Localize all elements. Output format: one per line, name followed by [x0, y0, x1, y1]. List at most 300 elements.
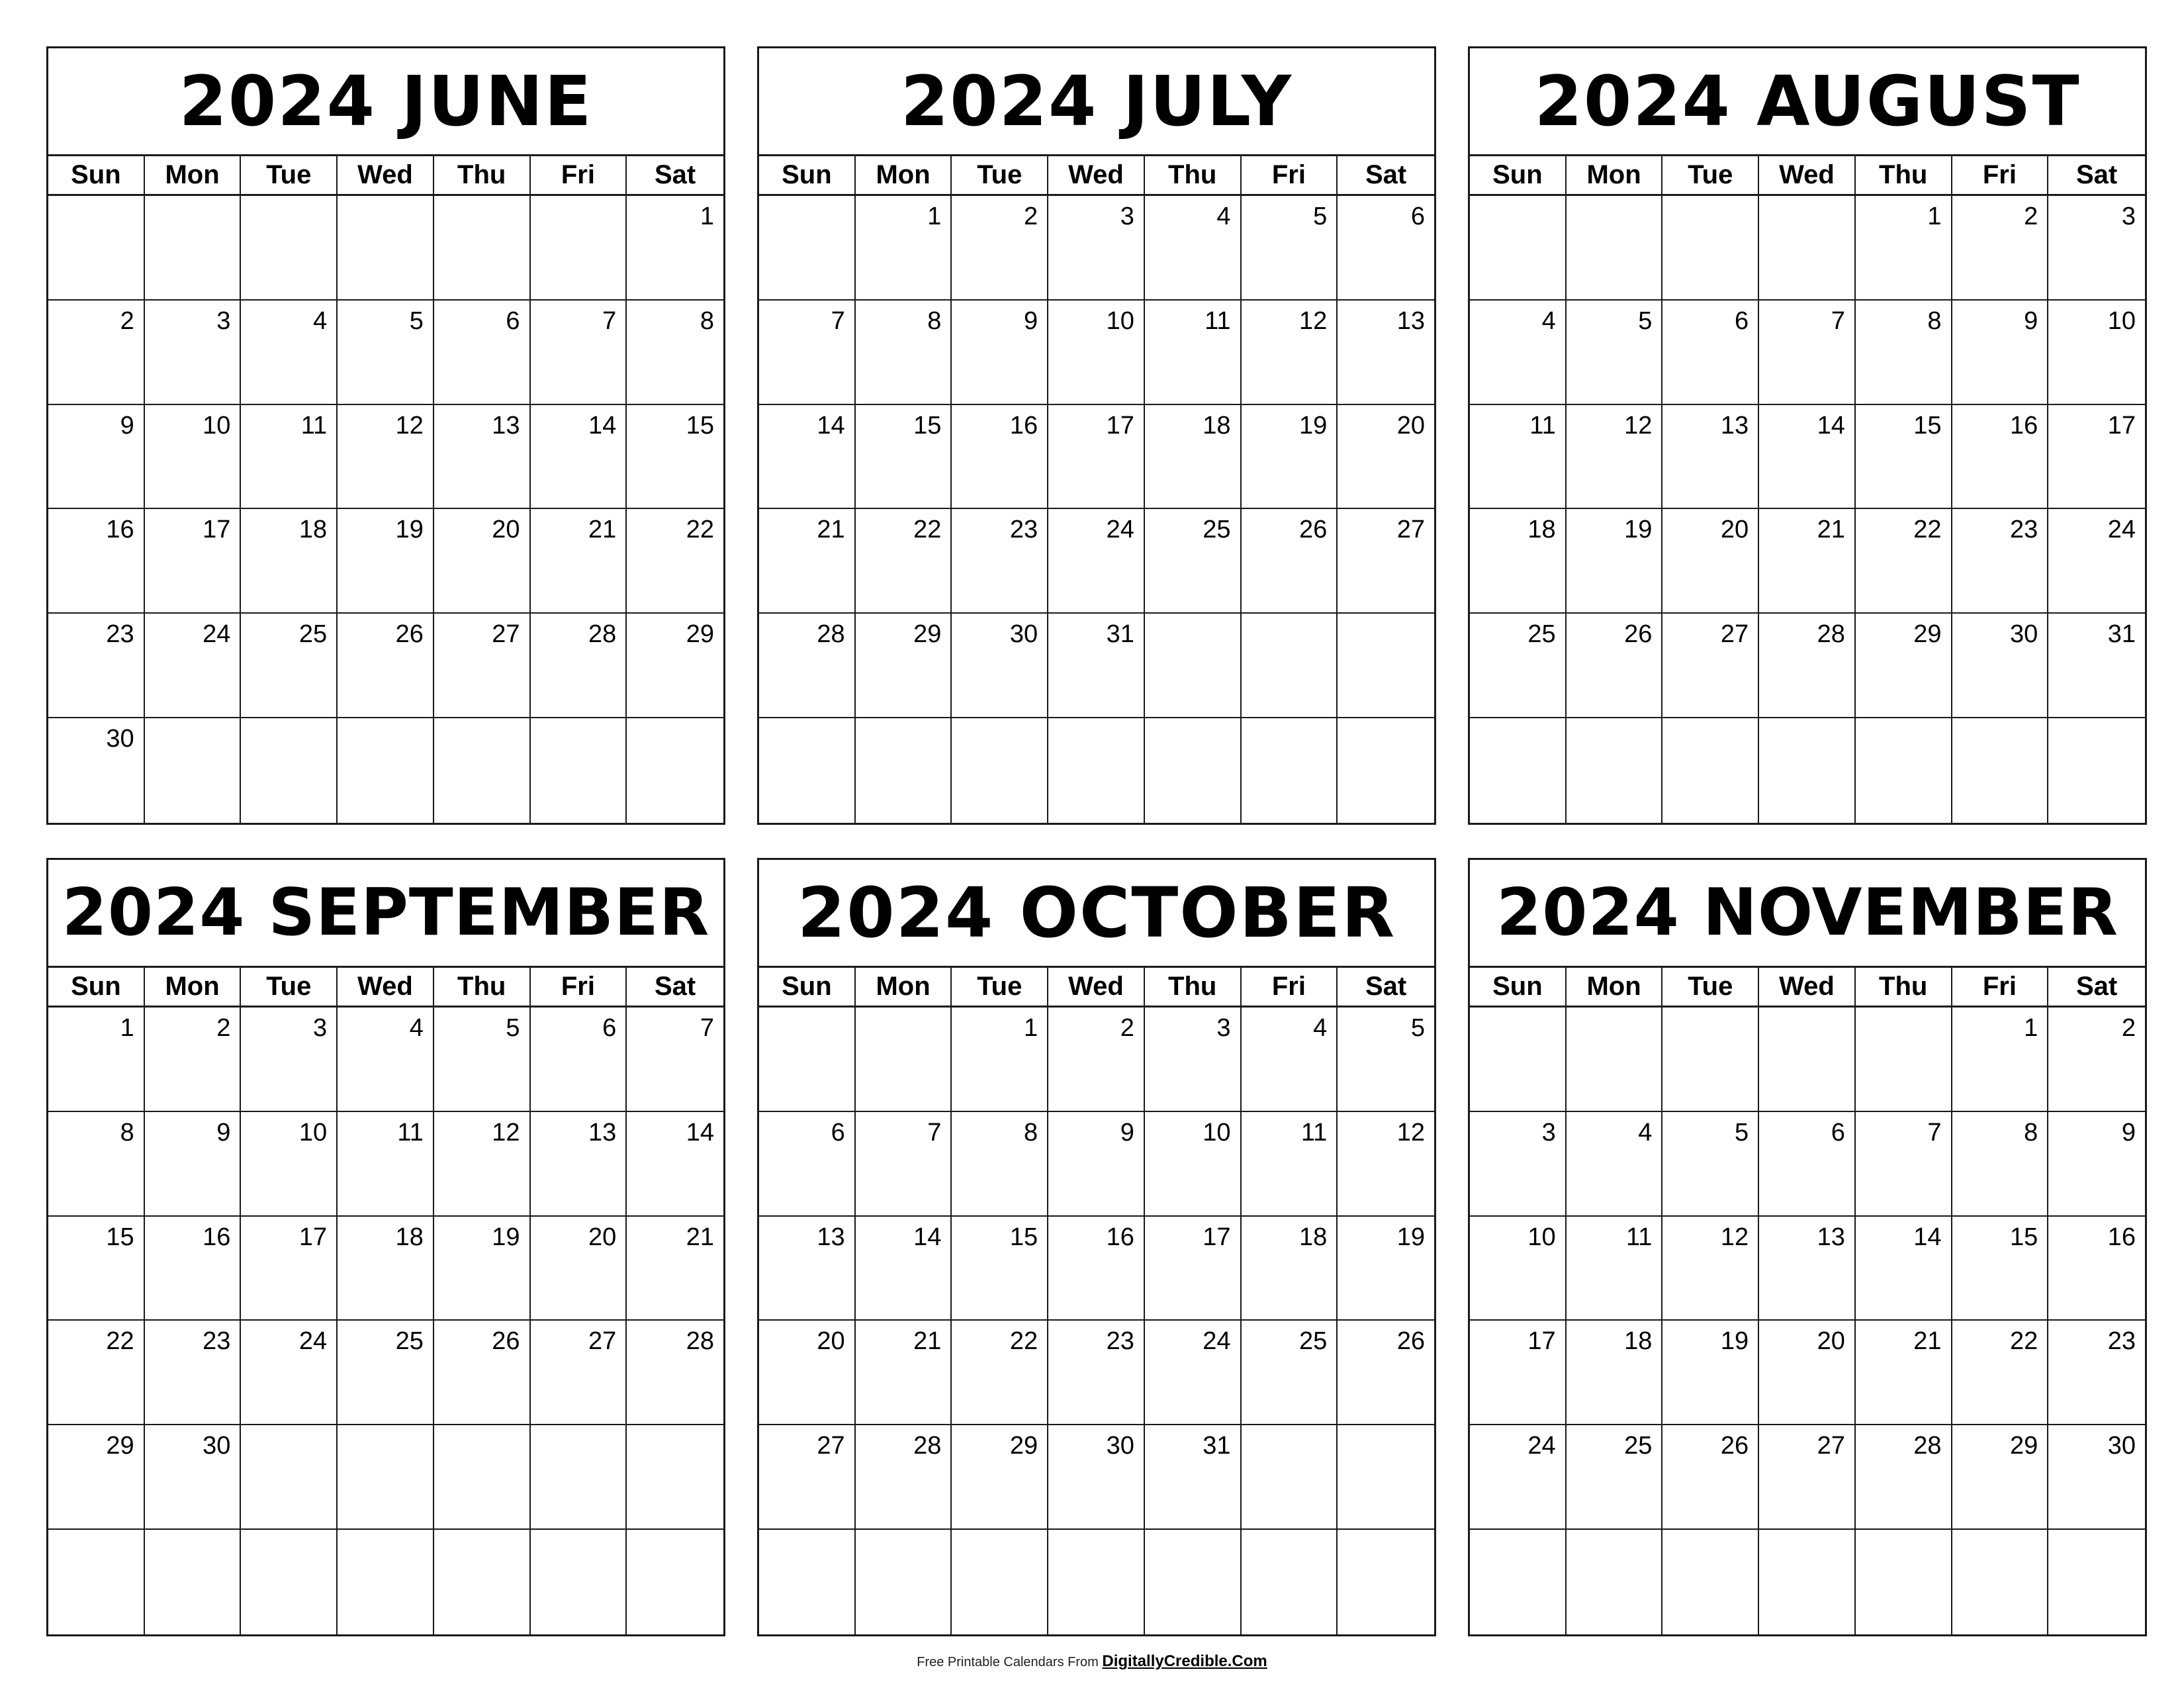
day-cell: [1242, 405, 1338, 510]
day-cell: [1662, 614, 1759, 718]
day-number: 3: [1216, 1014, 1231, 1042]
day-cell: [48, 509, 145, 614]
day-cell: [1338, 718, 1434, 823]
day-number: 28: [686, 1327, 714, 1356]
day-number: 10: [1527, 1223, 1556, 1251]
day-number: 18: [1203, 411, 1231, 440]
weekday-label: Sat: [2076, 972, 2118, 1001]
day-number: 5: [409, 306, 424, 335]
footer-brand-link[interactable]: DigitallyCredible.Com: [1102, 1652, 1267, 1670]
weekday-label: Wed: [338, 156, 434, 194]
day-cell: [145, 1530, 242, 1634]
day-cell: [856, 405, 952, 510]
day-cell: [759, 1425, 856, 1530]
day-number: 30: [203, 1432, 231, 1460]
day-number: 10: [2107, 306, 2136, 335]
day-cell: [1048, 1112, 1145, 1217]
day-cell: [1338, 1112, 1434, 1217]
day-cell: [1759, 301, 1856, 405]
day-cell: [759, 1008, 856, 1112]
day-number: 21: [1817, 516, 1845, 544]
day-cell: [48, 1112, 145, 1217]
weekday-header-row: [1470, 968, 2145, 1008]
day-cell: [241, 1425, 338, 1530]
day-number: 2: [120, 306, 134, 335]
day-cell: [1048, 1425, 1145, 1530]
day-cell: [1048, 301, 1145, 405]
day-cell: [627, 614, 723, 718]
day-cell: [1470, 509, 1567, 614]
day-cell: [338, 301, 434, 405]
day-number: 14: [1913, 1223, 1942, 1251]
weekday-label: Sat: [1365, 160, 1407, 189]
day-number: 28: [817, 620, 845, 649]
day-cell: [531, 301, 627, 405]
day-cell: [952, 1008, 1048, 1112]
day-cell: [1952, 1217, 2049, 1321]
day-number: 14: [686, 1118, 714, 1147]
day-cell: [856, 1530, 952, 1634]
day-cell: [531, 1425, 627, 1530]
day-number: 18: [1527, 516, 1556, 544]
day-cell: [145, 1008, 242, 1112]
day-cell: [759, 509, 856, 614]
weekday-label: Wed: [338, 968, 434, 1006]
day-cell: [1662, 1112, 1759, 1217]
day-number: 5: [1410, 1014, 1425, 1042]
day-number: 12: [1720, 1223, 1749, 1251]
day-number: 19: [1624, 516, 1653, 544]
day-cell: [1145, 718, 1242, 823]
day-number: 20: [588, 1223, 617, 1251]
day-number: 22: [686, 516, 714, 544]
day-cell: [1662, 405, 1759, 510]
day-cell: [1567, 1530, 1663, 1634]
day-number: 24: [1527, 1432, 1556, 1460]
day-cell: [2048, 1217, 2145, 1321]
day-cell: [856, 1217, 952, 1321]
day-number: 1: [2024, 1014, 2038, 1042]
day-cell: [1048, 1008, 1145, 1112]
day-number: 26: [1396, 1327, 1425, 1356]
day-number: 2: [1024, 203, 1038, 230]
day-cell: [1856, 1321, 1952, 1425]
day-number: 3: [313, 1014, 328, 1042]
day-cell: [2048, 301, 2145, 405]
day-number: 30: [1106, 1432, 1134, 1460]
day-cell: [1048, 614, 1145, 718]
day-grid: [759, 196, 1434, 823]
day-cell: [338, 405, 434, 510]
day-cell: [1662, 509, 1759, 614]
day-cell: [952, 1530, 1048, 1634]
weekday-label: Sat: [2076, 160, 2118, 189]
day-number: 3: [2121, 203, 2136, 230]
weekday-label: Tue: [1662, 156, 1759, 194]
day-number: 15: [2010, 1223, 2038, 1251]
day-number: 26: [1299, 516, 1328, 544]
day-cell: [1662, 718, 1759, 823]
day-cell: [1470, 1530, 1567, 1634]
day-number: 30: [2010, 620, 2038, 649]
day-cell: [1145, 405, 1242, 510]
day-cell: [627, 196, 723, 301]
day-number: 19: [395, 516, 424, 544]
day-number: 24: [1106, 516, 1134, 544]
day-number: 7: [1831, 306, 1845, 335]
day-number: 11: [1205, 306, 1231, 335]
day-cell: [1338, 1217, 1434, 1321]
day-cell: [1567, 301, 1663, 405]
day-cell: [1952, 614, 2049, 718]
day-number: 30: [106, 725, 134, 753]
day-cell: [241, 614, 338, 718]
day-number: 15: [686, 411, 714, 440]
day-number: 16: [1009, 411, 1038, 440]
day-cell: [338, 1008, 434, 1112]
day-number: 11: [1300, 1118, 1328, 1147]
day-number: 23: [1009, 516, 1038, 544]
day-cell: [48, 1530, 145, 1634]
day-cell: [1338, 301, 1434, 405]
day-cell: [2048, 614, 2145, 718]
day-number: 24: [203, 620, 231, 649]
day-cell: [2048, 1425, 2145, 1530]
day-number: 1: [927, 203, 942, 230]
day-number: 2: [1120, 1014, 1134, 1042]
day-cell: [531, 614, 627, 718]
day-cell: [531, 196, 627, 301]
day-cell: [241, 301, 338, 405]
day-cell: [48, 405, 145, 510]
day-cell: [48, 196, 145, 301]
day-number: 15: [106, 1223, 134, 1251]
day-cell: [627, 1217, 723, 1321]
day-number: 3: [1120, 203, 1134, 230]
day-number: 1: [120, 1014, 134, 1042]
day-cell: [1145, 1425, 1242, 1530]
day-cell: [1470, 718, 1567, 823]
day-number: 13: [817, 1223, 845, 1251]
weekday-label: Wed: [1048, 156, 1145, 194]
month-title: 2024 SEPTEMBER: [48, 860, 723, 968]
day-number: 13: [1720, 411, 1749, 440]
day-cell: [145, 1321, 242, 1425]
day-cell: [856, 301, 952, 405]
day-cell: [1662, 1008, 1759, 1112]
day-cell: [1662, 196, 1759, 301]
weekday-label: Mon: [856, 156, 952, 194]
day-number: 17: [2107, 411, 2136, 440]
day-cell: [627, 1321, 723, 1425]
day-number: 10: [298, 1118, 328, 1147]
day-cell: [434, 718, 531, 823]
day-number: 31: [1203, 1432, 1231, 1460]
day-number: 22: [2010, 1327, 2038, 1356]
day-cell: [531, 718, 627, 823]
day-cell: [1145, 1321, 1242, 1425]
day-number: 14: [913, 1223, 942, 1251]
day-number: 6: [506, 306, 520, 335]
weekday-label: Sun: [48, 968, 145, 1006]
day-cell: [241, 196, 338, 301]
month-title: 2024 NOVEMBER: [1470, 860, 2145, 968]
weekday-label: Sat: [655, 160, 696, 189]
day-number: 21: [686, 1223, 714, 1251]
day-number: 23: [1106, 1327, 1134, 1356]
day-number: 30: [2107, 1432, 2136, 1460]
weekday-label: Fri: [1242, 156, 1338, 194]
day-number: 31: [1106, 620, 1134, 649]
day-cell: [1759, 1008, 1856, 1112]
day-cell: [1470, 301, 1567, 405]
day-number: 9: [1024, 306, 1038, 335]
weekday-label: Fri: [1242, 968, 1338, 1006]
day-number: 19: [492, 1223, 520, 1251]
day-cell: [1145, 614, 1242, 718]
weekday-label: Sat: [1365, 972, 1407, 1001]
day-cell: [241, 1530, 338, 1634]
day-cell: [1567, 1425, 1663, 1530]
day-cell: [856, 1425, 952, 1530]
day-number: 10: [1203, 1118, 1231, 1147]
day-cell: [627, 1530, 723, 1634]
day-cell: [1759, 1425, 1856, 1530]
day-cell: [1567, 1321, 1663, 1425]
day-number: 18: [1624, 1327, 1653, 1356]
day-cell: [241, 1008, 338, 1112]
day-cell: [1567, 614, 1663, 718]
day-cell: [627, 718, 723, 823]
day-cell: [1952, 1321, 2049, 1425]
day-number: 4: [1541, 306, 1556, 335]
day-cell: [1567, 1217, 1663, 1321]
calendar-september: [46, 858, 725, 1636]
day-cell: [1759, 1217, 1856, 1321]
day-cell: [1662, 1530, 1759, 1634]
day-cell: [1338, 1321, 1434, 1425]
day-cell: [1952, 405, 2049, 510]
day-cell: [1242, 1217, 1338, 1321]
day-cell: [48, 614, 145, 718]
day-number: 12: [492, 1118, 520, 1147]
day-number: 13: [588, 1118, 617, 1147]
day-number: 9: [2024, 306, 2038, 335]
day-number: 22: [1009, 1327, 1038, 1356]
day-number: 8: [700, 306, 714, 335]
day-number: 17: [203, 516, 231, 544]
day-number: 17: [1203, 1223, 1231, 1251]
day-number: 28: [1913, 1432, 1942, 1460]
day-cell: [2048, 1008, 2145, 1112]
weekday-label: Tue: [241, 156, 338, 194]
day-cell: [1470, 405, 1567, 510]
day-number: 19: [1396, 1223, 1425, 1251]
day-cell: [627, 405, 723, 510]
day-cell: [952, 718, 1048, 823]
weekday-label: Thu: [1145, 156, 1242, 194]
month-title: 2024 JULY: [759, 48, 1434, 156]
day-cell: [856, 718, 952, 823]
weekday-label: Fri: [531, 968, 627, 1006]
day-cell: [434, 1425, 531, 1530]
day-cell: [952, 1217, 1048, 1321]
day-cell: [48, 1425, 145, 1530]
day-cell: [434, 614, 531, 718]
day-cell: [48, 1321, 145, 1425]
day-number: 7: [1927, 1118, 1942, 1147]
day-cell: [1338, 1530, 1434, 1634]
day-cell: [338, 1425, 434, 1530]
day-cell: [1856, 1008, 1952, 1112]
day-cell: [241, 405, 338, 510]
day-number: 25: [1527, 620, 1556, 649]
day-cell: [1759, 1530, 1856, 1634]
day-cell: [1856, 301, 1952, 405]
day-cell: [1048, 1321, 1145, 1425]
day-cell: [1048, 196, 1145, 301]
day-cell: [2048, 405, 2145, 510]
day-cell: [338, 1217, 434, 1321]
day-cell: [2048, 1321, 2145, 1425]
day-cell: [531, 1008, 627, 1112]
day-cell: [627, 1008, 723, 1112]
day-cell: [759, 196, 856, 301]
day-grid: [759, 1008, 1434, 1634]
day-number: 22: [913, 516, 942, 544]
day-number: 15: [1009, 1223, 1038, 1251]
day-cell: [1952, 301, 2049, 405]
day-number: 1: [1024, 1014, 1038, 1042]
day-number: 4: [1313, 1014, 1328, 1042]
day-cell: [759, 614, 856, 718]
day-number: 11: [397, 1118, 424, 1147]
day-cell: [1470, 1425, 1567, 1530]
day-number: 3: [1541, 1118, 1556, 1147]
day-cell: [1242, 1008, 1338, 1112]
day-cell: [1145, 1217, 1242, 1321]
day-number: 1: [700, 203, 714, 230]
day-cell: [952, 301, 1048, 405]
day-cell: [1145, 301, 1242, 405]
day-cell: [1470, 1217, 1567, 1321]
day-cell: [1242, 509, 1338, 614]
day-cell: [1338, 1425, 1434, 1530]
day-cell: [434, 196, 531, 301]
weekday-header-row: [48, 968, 723, 1008]
day-number: 20: [1817, 1327, 1845, 1356]
day-cell: [48, 1217, 145, 1321]
day-cell: [856, 509, 952, 614]
day-number: 25: [1299, 1327, 1328, 1356]
weekday-label: Thu: [1856, 156, 1952, 194]
day-cell: [145, 1112, 242, 1217]
day-number: 15: [1913, 411, 1942, 440]
day-number: 26: [1720, 1432, 1749, 1460]
day-number: 12: [1299, 306, 1328, 335]
day-cell: [145, 405, 242, 510]
day-cell: [1145, 1530, 1242, 1634]
day-cell: [1470, 1008, 1567, 1112]
day-cell: [759, 1321, 856, 1425]
day-number: 13: [492, 411, 520, 440]
day-number: 14: [588, 411, 617, 440]
day-cell: [1759, 718, 1856, 823]
day-cell: [1338, 405, 1434, 510]
day-number: 29: [106, 1432, 134, 1460]
day-number: 24: [298, 1327, 328, 1356]
day-number: 17: [1527, 1327, 1556, 1356]
weekday-label: Mon: [856, 968, 952, 1006]
day-number: 20: [1720, 516, 1749, 544]
day-number: 12: [1624, 411, 1653, 440]
month-title: 2024 OCTOBER: [759, 860, 1434, 968]
day-cell: [434, 1112, 531, 1217]
day-cell: [434, 301, 531, 405]
day-cell: [1759, 1112, 1856, 1217]
weekday-header-row: [759, 156, 1434, 196]
weekday-label: Sun: [759, 968, 856, 1006]
day-number: 23: [203, 1327, 231, 1356]
day-number: 29: [1009, 1432, 1038, 1460]
day-cell: [531, 509, 627, 614]
day-cell: [1952, 509, 2049, 614]
day-number: 11: [1529, 411, 1556, 440]
day-cell: [759, 718, 856, 823]
day-cell: [952, 196, 1048, 301]
day-number: 21: [913, 1327, 942, 1356]
weekday-label: Fri: [1952, 156, 2049, 194]
weekday-label: Sat: [655, 972, 696, 1001]
weekday-label: Wed: [1759, 156, 1856, 194]
day-number: 19: [1299, 411, 1328, 440]
day-number: 16: [1106, 1223, 1134, 1251]
footer-credit: [0, 1652, 2184, 1671]
day-number: 18: [298, 516, 328, 544]
day-grid: [48, 196, 723, 823]
day-number: 16: [203, 1223, 231, 1251]
calendar-july: [757, 46, 1436, 825]
day-cell: [1856, 614, 1952, 718]
day-cell: [1048, 509, 1145, 614]
day-cell: [1242, 196, 1338, 301]
day-cell: [1567, 196, 1663, 301]
day-cell: [48, 1008, 145, 1112]
day-cell: [759, 1530, 856, 1634]
weekday-label: Mon: [1567, 156, 1663, 194]
day-cell: [1952, 718, 2049, 823]
day-cell: [1759, 1321, 1856, 1425]
day-cell: [952, 1425, 1048, 1530]
day-cell: [2048, 509, 2145, 614]
day-cell: [338, 718, 434, 823]
day-cell: [627, 1425, 723, 1530]
day-cell: [1759, 614, 1856, 718]
day-number: 4: [313, 306, 328, 335]
day-number: 6: [1410, 203, 1425, 230]
day-cell: [1242, 614, 1338, 718]
day-cell: [1242, 1425, 1338, 1530]
day-number: 25: [395, 1327, 424, 1356]
day-cell: [1856, 509, 1952, 614]
day-cell: [1242, 301, 1338, 405]
day-number: 23: [106, 620, 134, 649]
day-number: 28: [913, 1432, 942, 1460]
day-cell: [856, 1008, 952, 1112]
day-cell: [145, 614, 242, 718]
weekday-label: Fri: [1952, 968, 2049, 1006]
day-cell: [627, 1112, 723, 1217]
